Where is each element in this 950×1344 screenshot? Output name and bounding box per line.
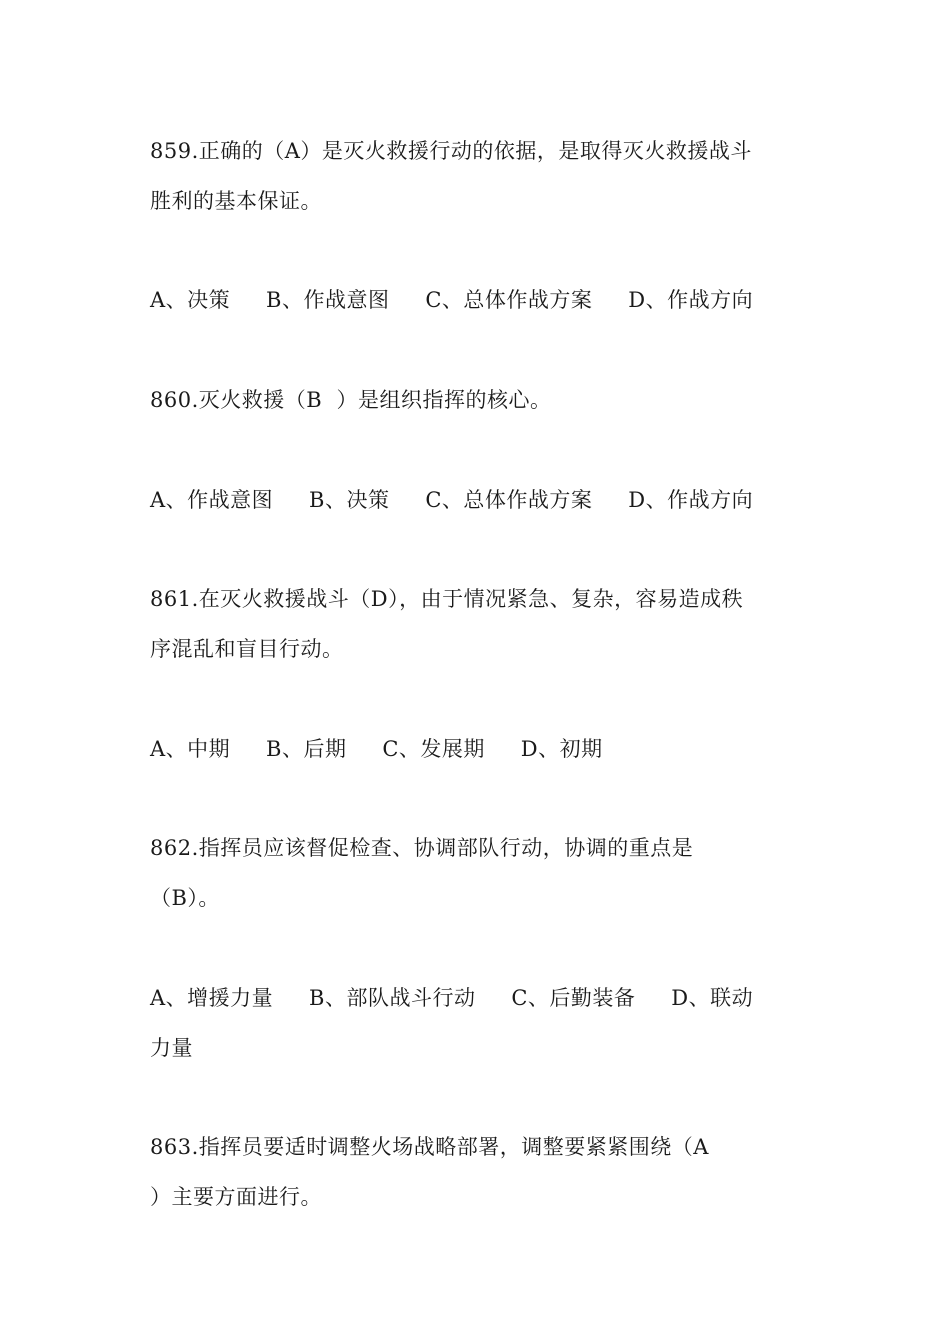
question-863-text-line2: ）主要方面进行。 — [150, 1185, 322, 1209]
question-861-options: A、中期 B、后期 C、发展期 D、初期 — [150, 737, 603, 761]
question-861-text-line2: 序混乱和盲目行动。 — [150, 637, 344, 661]
question-859-text-line2: 胜利的基本保证。 — [150, 189, 322, 213]
question-862-options-line2: 力量 — [150, 1036, 193, 1060]
question-863-text-line1: 863.指挥员要适时调整火场战略部署，调整要紧紧围绕（A — [150, 1135, 709, 1159]
question-859-text-line1: 859.正确的（A）是灭火救援行动的依据，是取得灭火救援战斗 — [150, 139, 752, 163]
question-862-text-line2: （B）。 — [150, 886, 220, 910]
question-859-options: A、决策 B、作战意图 C、总体作战方案 D、作战方向 — [150, 288, 754, 312]
question-861-text-line1: 861.在灭火救援战斗（D），由于情况紧急、复杂，容易造成秩 — [150, 587, 744, 611]
question-860-options: A、作战意图 B、决策 C、总体作战方案 D、作战方向 — [150, 488, 754, 512]
question-862-options-line1: A、增援力量 B、部队战斗行动 C、后勤装备 D、联动 — [150, 986, 754, 1010]
question-860-text-line1: 860.灭火救援（B ）是组织指挥的核心。 — [150, 388, 552, 412]
question-862-text-line1: 862.指挥员应该督促检查、协调部队行动，协调的重点是 — [150, 836, 694, 860]
